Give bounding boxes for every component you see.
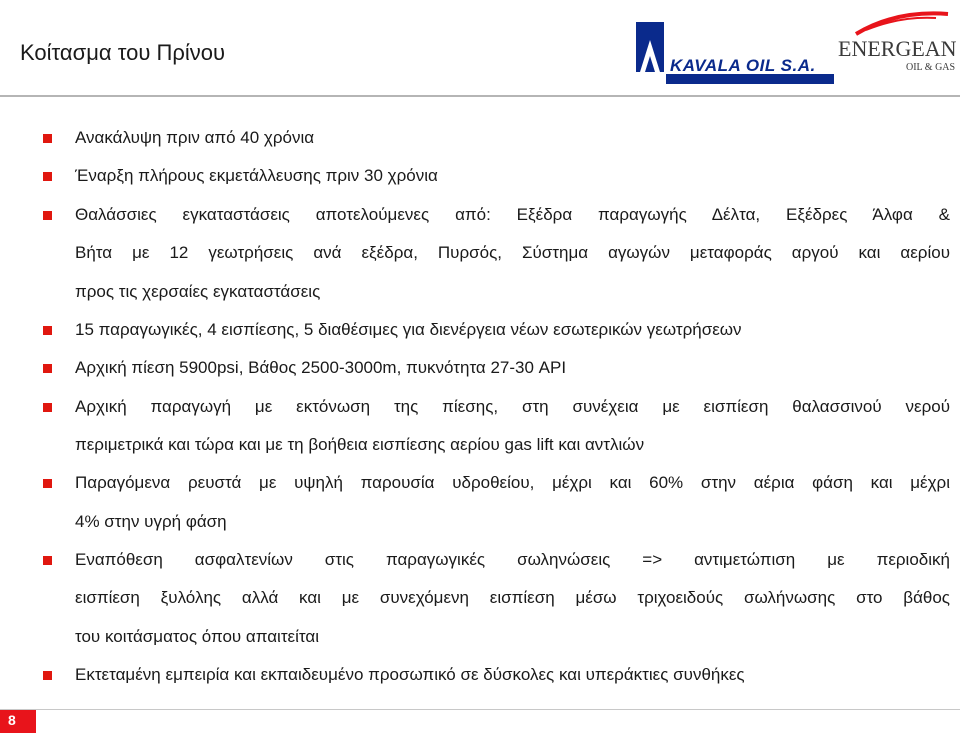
- bullet-marker: [43, 556, 52, 565]
- bullet-text-line: του κοιτάσματος όπου απαιτείται: [75, 627, 319, 646]
- page-number-badge: [0, 710, 36, 733]
- bullet-marker: [43, 364, 52, 373]
- bullet-text-line: περιμετρικά και τώρα και με τη βοήθεια εισπίεσης αερίου gas lift και αντλιών: [75, 435, 645, 454]
- bullet-marker: [43, 671, 52, 680]
- energean-logo-tagline: OIL & GAS: [906, 62, 956, 73]
- bullet-marker: [43, 172, 52, 181]
- bullet-marker: [43, 403, 52, 412]
- bullet-marker: [43, 479, 52, 488]
- kavala-logo-name: KAVALA OIL S.A.: [670, 56, 816, 75]
- bullet-text-line: Έναρξη πλήρους εκμετάλλευσης πριν 30 χρόνια: [75, 166, 438, 185]
- page-title: Κοίτασμα του Πρίνου: [20, 40, 226, 65]
- bullet-marker: [43, 211, 52, 220]
- bullet-text-line: προς τις χερσαίες εγκαταστάσεις: [75, 282, 321, 301]
- bullet-text-line: 4% στην υγρή φάση: [75, 512, 227, 531]
- bullet-text-line: εισπίεση ξυλόλης αλλά και με συνεχόμενη εισπίεση μέσω τριχοειδούς σωλήνωσης στο βάθος: [75, 588, 950, 607]
- bullet-text-line: 15 παραγωγικές, 4 εισπίεσης, 5 διαθέσιμες για διενέργεια νέων εσωτερικών γεωτρήσεων: [75, 320, 742, 339]
- bullet-text-line: Αρχική παραγωγή με εκτόνωση της πίεσης, στη συνέχεια με εισπίεση θαλασσινού νερού: [75, 397, 950, 416]
- bullet-text-line: Εναπόθεση ασφαλτενίων στις παραγωγικές σωληνώσεις => αντιμετώπιση με περιοδική: [75, 550, 950, 569]
- page-number: 8: [8, 712, 16, 728]
- bullet-text-line: Εκτεταμένη εμπειρία και εκπαιδευμένο προσωπικό σε δύσκολες και υπεράκτιες συνθήκες: [75, 665, 745, 684]
- bullet-text-line: Αρχική πίεση 5900psi, Βάθος 2500-3000m, πυκνότητα 27-30 API: [75, 358, 567, 377]
- bullet-text-line: Παραγόμενα ρευστά με υψηλή παρουσία υδροθείου, μέχρι και 60% στην αέρια φάση και μέχρι: [75, 473, 950, 492]
- energean-logo-name: ENERGEAN: [838, 36, 957, 61]
- bullet-text-line: Βήτα με 12 γεωτρήσεις ανά εξέδρα, Πυρσός, Σύστημα αγωγών μεταφοράς αργού και αερίου: [75, 243, 950, 262]
- footer-divider: [0, 709, 960, 710]
- bullet-text-line: Ανακάλυψη πριν από 40 χρόνια: [75, 128, 315, 147]
- bullet-text-line: Θαλάσσιες εγκαταστάσεις αποτελούμενες από: Εξέδρα παραγωγής Δέλτα, Εξέδρες Άλφα &: [75, 205, 950, 224]
- bullet-marker: [43, 326, 52, 335]
- bullet-marker: [43, 134, 52, 143]
